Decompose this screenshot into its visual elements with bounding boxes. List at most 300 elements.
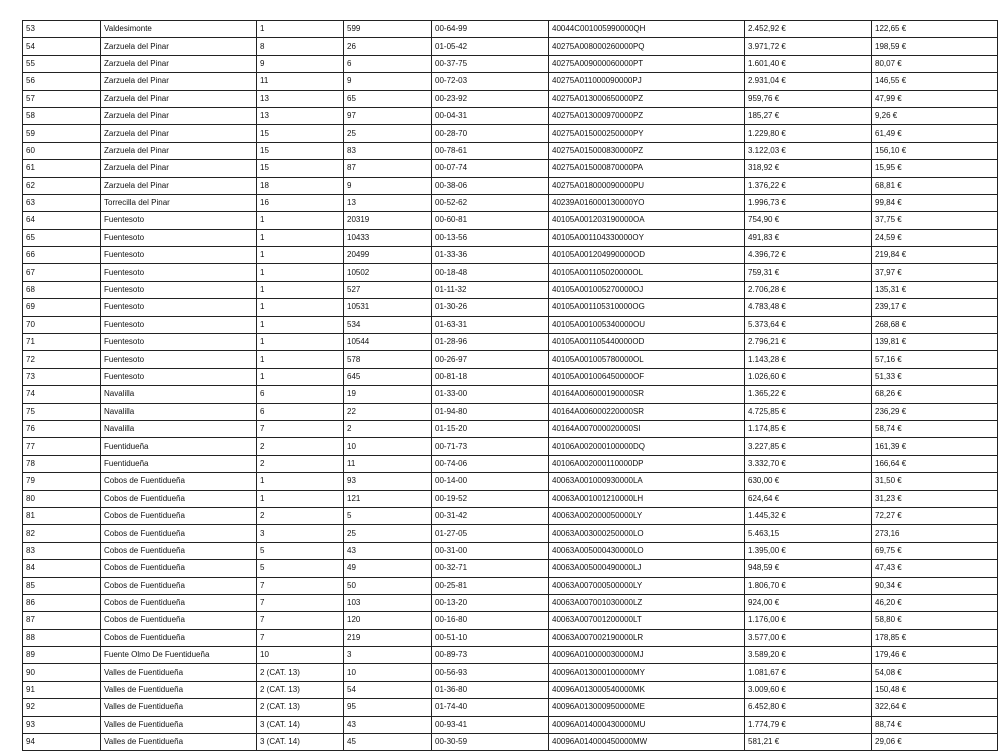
table-row bbox=[23, 490, 998, 507]
cell-row-number: 73 bbox=[23, 368, 101, 385]
table-row bbox=[23, 38, 998, 55]
cell-cadastral-reference: 40275A015000830000PZ bbox=[549, 142, 745, 159]
cell-municipality: Zarzuela del Pinar bbox=[101, 73, 257, 90]
cell-row-number: 56 bbox=[23, 73, 101, 90]
table-row bbox=[23, 734, 998, 751]
table-row bbox=[23, 699, 998, 716]
table-row bbox=[23, 577, 998, 594]
cell-area: 00-07-74 bbox=[432, 160, 549, 177]
cell-amount: 47,99 € bbox=[872, 90, 998, 107]
table-row bbox=[23, 229, 998, 246]
cell-row-number: 82 bbox=[23, 525, 101, 542]
cell-row-number: 78 bbox=[23, 455, 101, 472]
cell-cadastral-reference: 40164A006000220000SR bbox=[549, 403, 745, 420]
cell-area: 01-11-32 bbox=[432, 281, 549, 298]
cell-cadastral-reference: 40106A002000100000DQ bbox=[549, 438, 745, 455]
cell-cadastral-reference: 40096A014000450000MW bbox=[549, 734, 745, 751]
cell-municipality: Fuentesoto bbox=[101, 316, 257, 333]
cell-municipality: Cobos de Fuentidueña bbox=[101, 507, 257, 524]
cell-area: 01-94-80 bbox=[432, 403, 549, 420]
cell-polygon: 1 bbox=[257, 316, 344, 333]
cell-municipality: Zarzuela del Pinar bbox=[101, 55, 257, 72]
cell-amount: 31,50 € bbox=[872, 473, 998, 490]
cell-value: 624,64 € bbox=[745, 490, 872, 507]
cell-area: 00-16-80 bbox=[432, 612, 549, 629]
cell-cadastral-reference: 40063A001000930000LA bbox=[549, 473, 745, 490]
cell-value: 185,27 € bbox=[745, 107, 872, 124]
cell-value: 491,83 € bbox=[745, 229, 872, 246]
cell-parcel: 26 bbox=[344, 38, 432, 55]
cell-municipality: Zarzuela del Pinar bbox=[101, 142, 257, 159]
cell-area: 00-72-03 bbox=[432, 73, 549, 90]
cell-amount: 156,10 € bbox=[872, 142, 998, 159]
cell-cadastral-reference: 40275A009000060000PT bbox=[549, 55, 745, 72]
cell-polygon: 5 bbox=[257, 560, 344, 577]
table-body bbox=[23, 21, 998, 751]
cell-value: 3.009,60 € bbox=[745, 681, 872, 698]
cell-row-number: 83 bbox=[23, 542, 101, 559]
cell-parcel: 93 bbox=[344, 473, 432, 490]
cell-municipality: Zarzuela del Pinar bbox=[101, 90, 257, 107]
cell-cadastral-reference: 40105A001005780000OL bbox=[549, 351, 745, 368]
cell-parcel: 10 bbox=[344, 438, 432, 455]
cell-area: 00-51-10 bbox=[432, 629, 549, 646]
cell-amount: 24,59 € bbox=[872, 229, 998, 246]
parcel-table bbox=[22, 20, 998, 751]
cell-municipality: Fuentesoto bbox=[101, 334, 257, 351]
cell-area: 01-63-31 bbox=[432, 316, 549, 333]
cell-value: 1.174,85 € bbox=[745, 420, 872, 437]
cell-row-number: 77 bbox=[23, 438, 101, 455]
table-row bbox=[23, 212, 998, 229]
cell-cadastral-reference: 40275A015000250000PY bbox=[549, 125, 745, 142]
cell-row-number: 64 bbox=[23, 212, 101, 229]
table-row bbox=[23, 664, 998, 681]
cell-cadastral-reference: 40105A001204990000OD bbox=[549, 247, 745, 264]
cell-municipality: Navalilla bbox=[101, 420, 257, 437]
cell-polygon: 18 bbox=[257, 177, 344, 194]
cell-area: 00-71-73 bbox=[432, 438, 549, 455]
cell-area: 00-74-06 bbox=[432, 455, 549, 472]
cell-municipality: Navalilla bbox=[101, 386, 257, 403]
cell-cadastral-reference: 40096A013000100000MY bbox=[549, 664, 745, 681]
cell-polygon: 15 bbox=[257, 142, 344, 159]
cell-value: 4.396,72 € bbox=[745, 247, 872, 264]
cell-municipality: Cobos de Fuentidueña bbox=[101, 612, 257, 629]
cell-amount: 54,08 € bbox=[872, 664, 998, 681]
cell-municipality: Zarzuela del Pinar bbox=[101, 107, 257, 124]
cell-municipality: Fuentesoto bbox=[101, 299, 257, 316]
cell-value: 1.026,60 € bbox=[745, 368, 872, 385]
cell-row-number: 75 bbox=[23, 403, 101, 420]
table-row bbox=[23, 629, 998, 646]
cell-row-number: 69 bbox=[23, 299, 101, 316]
cell-cadastral-reference: 40275A018000090000PU bbox=[549, 177, 745, 194]
cell-area: 01-28-96 bbox=[432, 334, 549, 351]
cell-cadastral-reference: 40105A001005340000OU bbox=[549, 316, 745, 333]
cell-amount: 146,55 € bbox=[872, 73, 998, 90]
cell-amount: 135,31 € bbox=[872, 281, 998, 298]
cell-area: 00-14-00 bbox=[432, 473, 549, 490]
cell-polygon: 13 bbox=[257, 107, 344, 124]
table-row bbox=[23, 507, 998, 524]
cell-value: 2.931,04 € bbox=[745, 73, 872, 90]
cell-municipality: Cobos de Fuentidueña bbox=[101, 525, 257, 542]
cell-row-number: 76 bbox=[23, 420, 101, 437]
cell-parcel: 10433 bbox=[344, 229, 432, 246]
cell-amount: 198,59 € bbox=[872, 38, 998, 55]
cell-area: 00-25-81 bbox=[432, 577, 549, 594]
cell-polygon: 7 bbox=[257, 629, 344, 646]
cell-polygon: 16 bbox=[257, 194, 344, 211]
cell-value: 6.452,80 € bbox=[745, 699, 872, 716]
cell-row-number: 89 bbox=[23, 647, 101, 664]
cell-municipality: Cobos de Fuentidueña bbox=[101, 577, 257, 594]
cell-municipality: Fuentesoto bbox=[101, 212, 257, 229]
cell-value: 1.774,79 € bbox=[745, 716, 872, 733]
cell-cadastral-reference: 40164A006000190000SR bbox=[549, 386, 745, 403]
cell-parcel: 121 bbox=[344, 490, 432, 507]
cell-polygon: 2 (CAT. 13) bbox=[257, 681, 344, 698]
cell-area: 00-13-56 bbox=[432, 229, 549, 246]
table-row bbox=[23, 281, 998, 298]
cell-area: 00-32-71 bbox=[432, 560, 549, 577]
cell-area: 00-56-93 bbox=[432, 664, 549, 681]
cell-value: 759,31 € bbox=[745, 264, 872, 281]
cell-cadastral-reference: 40063A007000500000LY bbox=[549, 577, 745, 594]
cell-value: 5.463,15 bbox=[745, 525, 872, 542]
cell-area: 00-31-00 bbox=[432, 542, 549, 559]
cell-parcel: 9 bbox=[344, 73, 432, 90]
cell-cadastral-reference: 40063A007001200000LT bbox=[549, 612, 745, 629]
table-row bbox=[23, 681, 998, 698]
cell-value: 924,00 € bbox=[745, 594, 872, 611]
cell-cadastral-reference: 40096A014000430000MU bbox=[549, 716, 745, 733]
cell-cadastral-reference: 40063A005000430000LO bbox=[549, 542, 745, 559]
cell-cadastral-reference: 40063A005000490000LJ bbox=[549, 560, 745, 577]
cell-area: 00-26-97 bbox=[432, 351, 549, 368]
cell-polygon: 1 bbox=[257, 281, 344, 298]
cell-amount: 322,64 € bbox=[872, 699, 998, 716]
cell-amount: 69,75 € bbox=[872, 542, 998, 559]
cell-cadastral-reference: 40105A001105310000OG bbox=[549, 299, 745, 316]
cell-amount: 239,17 € bbox=[872, 299, 998, 316]
cell-row-number: 58 bbox=[23, 107, 101, 124]
cell-value: 948,59 € bbox=[745, 560, 872, 577]
cell-amount: 80,07 € bbox=[872, 55, 998, 72]
cell-municipality: Fuentesoto bbox=[101, 368, 257, 385]
cell-cadastral-reference: 40105A001203190000OA bbox=[549, 212, 745, 229]
cell-row-number: 68 bbox=[23, 281, 101, 298]
cell-area: 00-19-52 bbox=[432, 490, 549, 507]
cell-area: 00-52-62 bbox=[432, 194, 549, 211]
table-row bbox=[23, 438, 998, 455]
cell-amount: 72,27 € bbox=[872, 507, 998, 524]
cell-row-number: 66 bbox=[23, 247, 101, 264]
cell-polygon: 10 bbox=[257, 647, 344, 664]
cell-value: 318,92 € bbox=[745, 160, 872, 177]
cell-value: 3.227,85 € bbox=[745, 438, 872, 455]
cell-amount: 61,49 € bbox=[872, 125, 998, 142]
cell-value: 1.229,80 € bbox=[745, 125, 872, 142]
cell-parcel: 83 bbox=[344, 142, 432, 159]
cell-amount: 47,43 € bbox=[872, 560, 998, 577]
cell-polygon: 5 bbox=[257, 542, 344, 559]
table-row bbox=[23, 455, 998, 472]
cell-amount: 68,26 € bbox=[872, 386, 998, 403]
cell-cadastral-reference: 40275A011000090000PJ bbox=[549, 73, 745, 90]
cell-parcel: 25 bbox=[344, 525, 432, 542]
cell-parcel: 43 bbox=[344, 542, 432, 559]
cell-cadastral-reference: 40106A002000110000DP bbox=[549, 455, 745, 472]
cell-polygon: 3 (CAT. 14) bbox=[257, 716, 344, 733]
cell-municipality: Zarzuela del Pinar bbox=[101, 125, 257, 142]
cell-polygon: 1 bbox=[257, 351, 344, 368]
cell-municipality: Valles de Fuentidueña bbox=[101, 716, 257, 733]
cell-amount: 68,81 € bbox=[872, 177, 998, 194]
cell-value: 959,76 € bbox=[745, 90, 872, 107]
cell-row-number: 67 bbox=[23, 264, 101, 281]
table-row bbox=[23, 612, 998, 629]
cell-parcel: 11 bbox=[344, 455, 432, 472]
cell-value: 1.176,00 € bbox=[745, 612, 872, 629]
cell-polygon: 3 bbox=[257, 525, 344, 542]
cell-cadastral-reference: 40275A013000970000PZ bbox=[549, 107, 745, 124]
cell-area: 00-64-99 bbox=[432, 21, 549, 38]
cell-row-number: 81 bbox=[23, 507, 101, 524]
cell-parcel: 20499 bbox=[344, 247, 432, 264]
cell-amount: 15,95 € bbox=[872, 160, 998, 177]
cell-value: 4.783,48 € bbox=[745, 299, 872, 316]
cell-amount: 150,48 € bbox=[872, 681, 998, 698]
cell-amount: 88,74 € bbox=[872, 716, 998, 733]
cell-parcel: 13 bbox=[344, 194, 432, 211]
cell-cadastral-reference: 40164A007000020000SI bbox=[549, 420, 745, 437]
table-row bbox=[23, 177, 998, 194]
table-row bbox=[23, 316, 998, 333]
cell-polygon: 1 bbox=[257, 490, 344, 507]
cell-polygon: 1 bbox=[257, 264, 344, 281]
cell-polygon: 11 bbox=[257, 73, 344, 90]
cell-municipality: Cobos de Fuentidueña bbox=[101, 594, 257, 611]
cell-parcel: 49 bbox=[344, 560, 432, 577]
cell-polygon: 1 bbox=[257, 229, 344, 246]
cell-polygon: 1 bbox=[257, 212, 344, 229]
table-row bbox=[23, 142, 998, 159]
cell-polygon: 6 bbox=[257, 386, 344, 403]
table-row bbox=[23, 386, 998, 403]
cell-parcel: 65 bbox=[344, 90, 432, 107]
cell-amount: 139,81 € bbox=[872, 334, 998, 351]
table-row bbox=[23, 125, 998, 142]
cell-row-number: 60 bbox=[23, 142, 101, 159]
cell-amount: 219,84 € bbox=[872, 247, 998, 264]
table-row bbox=[23, 351, 998, 368]
table-row bbox=[23, 368, 998, 385]
table-row bbox=[23, 264, 998, 281]
cell-amount: 166,64 € bbox=[872, 455, 998, 472]
cell-polygon: 1 bbox=[257, 21, 344, 38]
cell-value: 1.806,70 € bbox=[745, 577, 872, 594]
cell-value: 1.376,22 € bbox=[745, 177, 872, 194]
cell-parcel: 97 bbox=[344, 107, 432, 124]
cell-municipality: Valles de Fuentidueña bbox=[101, 699, 257, 716]
cell-polygon: 1 bbox=[257, 368, 344, 385]
cell-parcel: 25 bbox=[344, 125, 432, 142]
cell-municipality: Valles de Fuentidueña bbox=[101, 664, 257, 681]
cell-municipality: Fuente Olmo De Fuentidueña bbox=[101, 647, 257, 664]
table-row bbox=[23, 594, 998, 611]
cell-area: 00-31-42 bbox=[432, 507, 549, 524]
cell-value: 754,90 € bbox=[745, 212, 872, 229]
cell-amount: 236,29 € bbox=[872, 403, 998, 420]
cell-area: 00-78-61 bbox=[432, 142, 549, 159]
cell-municipality: Valles de Fuentidueña bbox=[101, 734, 257, 751]
cell-parcel: 45 bbox=[344, 734, 432, 751]
cell-area: 00-04-31 bbox=[432, 107, 549, 124]
cell-cadastral-reference: 40063A007001030000LZ bbox=[549, 594, 745, 611]
cell-row-number: 74 bbox=[23, 386, 101, 403]
cell-municipality: Cobos de Fuentidueña bbox=[101, 473, 257, 490]
cell-value: 1.081,67 € bbox=[745, 664, 872, 681]
cell-cadastral-reference: 40105A001105020000OL bbox=[549, 264, 745, 281]
cell-area: 00-81-18 bbox=[432, 368, 549, 385]
cell-area: 01-33-00 bbox=[432, 386, 549, 403]
table-row bbox=[23, 21, 998, 38]
cell-row-number: 79 bbox=[23, 473, 101, 490]
cell-parcel: 527 bbox=[344, 281, 432, 298]
cell-cadastral-reference: 40096A013000540000MK bbox=[549, 681, 745, 698]
cell-municipality: Valdesimonte bbox=[101, 21, 257, 38]
cell-value: 630,00 € bbox=[745, 473, 872, 490]
cell-municipality: Zarzuela del Pinar bbox=[101, 38, 257, 55]
cell-area: 01-36-80 bbox=[432, 681, 549, 698]
cell-area: 00-23-92 bbox=[432, 90, 549, 107]
cell-polygon: 6 bbox=[257, 403, 344, 420]
cell-area: 00-89-73 bbox=[432, 647, 549, 664]
cell-municipality: Valles de Fuentidueña bbox=[101, 681, 257, 698]
table-row bbox=[23, 334, 998, 351]
cell-parcel: 599 bbox=[344, 21, 432, 38]
cell-row-number: 63 bbox=[23, 194, 101, 211]
cell-amount: 51,33 € bbox=[872, 368, 998, 385]
cell-municipality: Fuentesoto bbox=[101, 264, 257, 281]
cell-value: 1.445,32 € bbox=[745, 507, 872, 524]
cell-municipality: Cobos de Fuentidueña bbox=[101, 542, 257, 559]
cell-parcel: 103 bbox=[344, 594, 432, 611]
table-row bbox=[23, 525, 998, 542]
cell-cadastral-reference: 40275A015000870000PA bbox=[549, 160, 745, 177]
cell-value: 5.373,64 € bbox=[745, 316, 872, 333]
cell-polygon: 9 bbox=[257, 55, 344, 72]
cell-row-number: 53 bbox=[23, 21, 101, 38]
cell-municipality: Torrecilla del Pinar bbox=[101, 194, 257, 211]
cell-municipality: Fuentidueña bbox=[101, 455, 257, 472]
cell-row-number: 61 bbox=[23, 160, 101, 177]
cell-cadastral-reference: 40105A001005270000OJ bbox=[549, 281, 745, 298]
cell-cadastral-reference: 40063A007002190000LR bbox=[549, 629, 745, 646]
cell-area: 01-05-42 bbox=[432, 38, 549, 55]
cell-parcel: 43 bbox=[344, 716, 432, 733]
table-row bbox=[23, 716, 998, 733]
cell-row-number: 88 bbox=[23, 629, 101, 646]
cell-municipality: Cobos de Fuentidueña bbox=[101, 560, 257, 577]
cell-row-number: 55 bbox=[23, 55, 101, 72]
cell-area: 00-93-41 bbox=[432, 716, 549, 733]
cell-parcel: 3 bbox=[344, 647, 432, 664]
cell-municipality: Fuentidueña bbox=[101, 438, 257, 455]
cell-row-number: 59 bbox=[23, 125, 101, 142]
cell-parcel: 2 bbox=[344, 420, 432, 437]
cell-polygon: 2 (CAT. 13) bbox=[257, 664, 344, 681]
cell-polygon: 2 (CAT. 13) bbox=[257, 699, 344, 716]
cell-parcel: 6 bbox=[344, 55, 432, 72]
cell-amount: 58,80 € bbox=[872, 612, 998, 629]
cell-parcel: 120 bbox=[344, 612, 432, 629]
cell-row-number: 92 bbox=[23, 699, 101, 716]
cell-value: 1.365,22 € bbox=[745, 386, 872, 403]
cell-value: 3.971,72 € bbox=[745, 38, 872, 55]
cell-row-number: 70 bbox=[23, 316, 101, 333]
table-row bbox=[23, 55, 998, 72]
cell-row-number: 54 bbox=[23, 38, 101, 55]
cell-row-number: 87 bbox=[23, 612, 101, 629]
cell-parcel: 10544 bbox=[344, 334, 432, 351]
cell-municipality: Fuentesoto bbox=[101, 247, 257, 264]
cell-cadastral-reference: 40105A001105440000OD bbox=[549, 334, 745, 351]
cell-area: 01-33-36 bbox=[432, 247, 549, 264]
cell-polygon: 7 bbox=[257, 420, 344, 437]
table-row bbox=[23, 160, 998, 177]
cell-area: 00-28-70 bbox=[432, 125, 549, 142]
cell-parcel: 10531 bbox=[344, 299, 432, 316]
cell-parcel: 95 bbox=[344, 699, 432, 716]
cell-value: 1.601,40 € bbox=[745, 55, 872, 72]
cell-parcel: 20319 bbox=[344, 212, 432, 229]
cell-parcel: 19 bbox=[344, 386, 432, 403]
cell-area: 00-30-59 bbox=[432, 734, 549, 751]
cell-value: 1.395,00 € bbox=[745, 542, 872, 559]
cell-municipality: Fuentesoto bbox=[101, 229, 257, 246]
cell-row-number: 71 bbox=[23, 334, 101, 351]
cell-cadastral-reference: 40275A008000260000PQ bbox=[549, 38, 745, 55]
cell-row-number: 91 bbox=[23, 681, 101, 698]
cell-row-number: 80 bbox=[23, 490, 101, 507]
cell-area: 00-60-81 bbox=[432, 212, 549, 229]
cell-cadastral-reference: 40063A003000250000LO bbox=[549, 525, 745, 542]
cell-municipality: Fuentesoto bbox=[101, 281, 257, 298]
cell-polygon: 3 (CAT. 14) bbox=[257, 734, 344, 751]
cell-value: 3.122,03 € bbox=[745, 142, 872, 159]
table-row bbox=[23, 107, 998, 124]
cell-value: 2.706,28 € bbox=[745, 281, 872, 298]
cell-row-number: 93 bbox=[23, 716, 101, 733]
cell-row-number: 65 bbox=[23, 229, 101, 246]
cell-value: 3.332,70 € bbox=[745, 455, 872, 472]
cell-cadastral-reference: 40063A001001210000LH bbox=[549, 490, 745, 507]
cell-amount: 29,06 € bbox=[872, 734, 998, 751]
cell-area: 00-38-06 bbox=[432, 177, 549, 194]
table-row bbox=[23, 73, 998, 90]
cell-polygon: 7 bbox=[257, 577, 344, 594]
cell-cadastral-reference: 40105A001104330000OY bbox=[549, 229, 745, 246]
cell-row-number: 84 bbox=[23, 560, 101, 577]
cell-municipality: Cobos de Fuentidueña bbox=[101, 629, 257, 646]
cell-amount: 273,16 bbox=[872, 525, 998, 542]
cell-polygon: 1 bbox=[257, 334, 344, 351]
cell-parcel: 534 bbox=[344, 316, 432, 333]
cell-amount: 179,46 € bbox=[872, 647, 998, 664]
